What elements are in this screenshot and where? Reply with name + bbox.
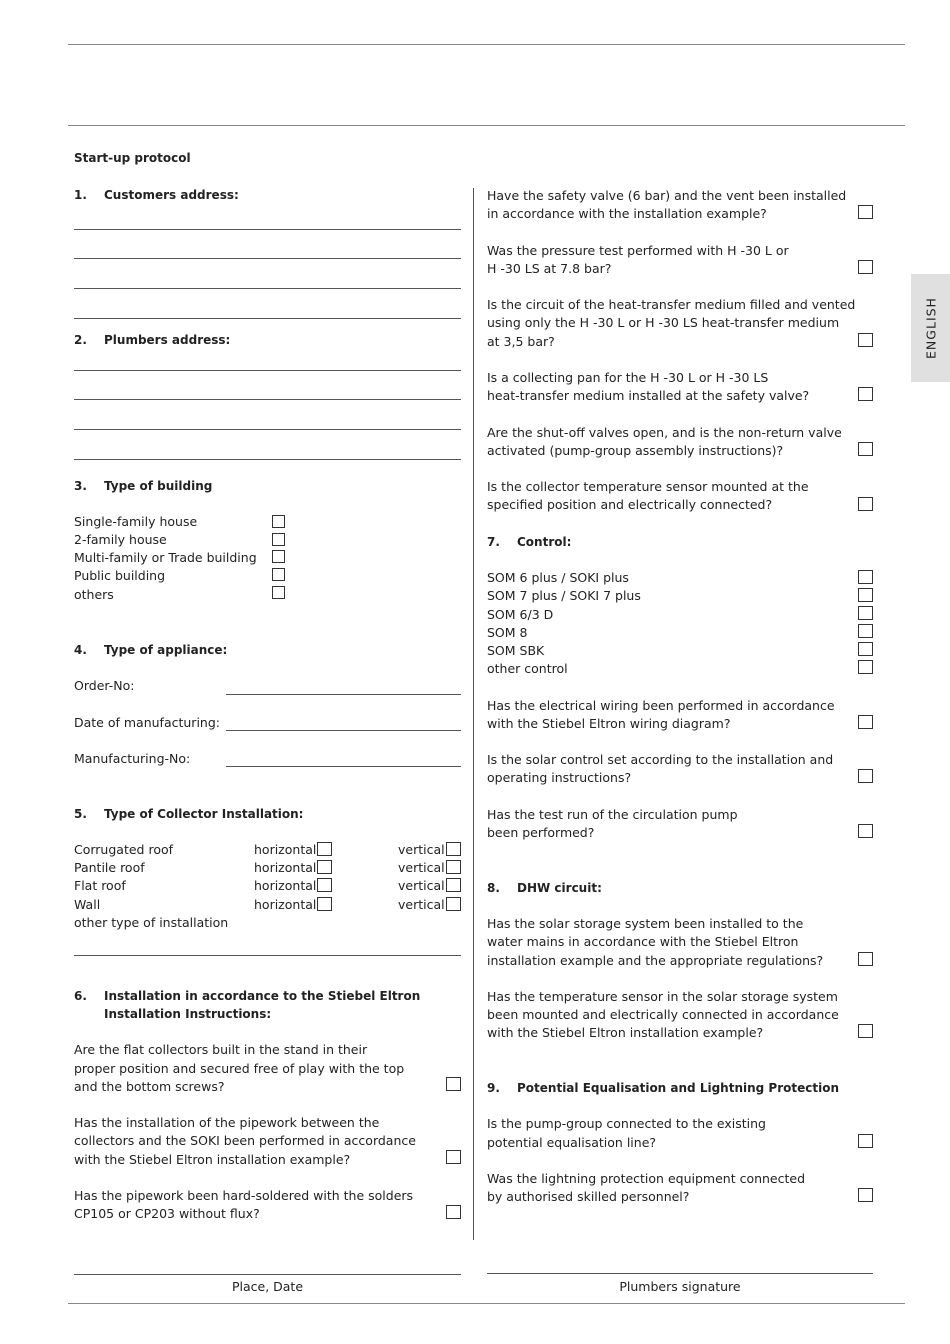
question-text: Are the shut-off valves open, and is the non-return valve [487,425,842,440]
place-date-field[interactable] [74,1274,461,1275]
question-text: Is the solar control set according to the installation and [487,752,834,767]
control-option-label: SOM SBK [487,643,545,658]
control-checkbox[interactable] [858,588,873,602]
horizontal-checkbox[interactable] [317,878,332,892]
plumber-address-line-3[interactable] [74,429,461,430]
building-checkbox[interactable] [272,586,285,599]
question-text: been performed? [487,825,595,840]
language-tab [911,274,950,382]
building-checkbox[interactable] [272,550,285,563]
bottom-rule [68,1303,905,1304]
question-text: heat-transfer medium installed at the safety valve? [487,388,810,403]
s6-number: 6. [74,989,87,1003]
roof-type-label: Flat roof [74,878,126,893]
s5-title: Type of Collector Installation: [104,807,304,821]
roof-type-label: Wall [74,897,101,912]
control-option-label: SOM 6 plus / SOKI plus [487,570,629,585]
place-date-label: Place, Date [231,1279,304,1294]
control-checkbox[interactable] [858,624,873,638]
building-checkbox[interactable] [272,568,285,581]
roof-type-label: Corrugated roof [74,842,174,857]
vertical-label: vertical [398,860,445,875]
control-checkbox[interactable] [858,570,873,584]
horizontal-checkbox[interactable] [317,897,332,911]
control-checkbox[interactable] [858,606,873,620]
question-checkbox[interactable] [858,260,873,274]
question-checkbox[interactable] [858,497,873,511]
vertical-label: vertical [398,842,445,857]
s8-number: 8. [487,881,500,895]
order-no-label: Order-No: [74,678,135,693]
question-text: Is a collecting pan for the H -30 L or H -30 LS [487,370,769,385]
s7-title: Control: [517,535,572,549]
s4-title: Type of appliance: [104,643,228,657]
s1-number: 1. [74,188,87,202]
roof-type-label: Pantile roof [74,860,145,875]
question-text: at 3,5 bar? [487,334,555,349]
s8-title: DHW circuit: [517,881,602,895]
question-text: Was the lightning protection equipment connected [487,1171,806,1186]
vertical-label: vertical [398,878,445,893]
question-checkbox[interactable] [858,442,873,456]
control-option-label: SOM 6/3 D [487,607,554,622]
header-rule [68,125,905,126]
building-option-label: Single-family house [74,514,198,529]
question-text: using only the H -30 L or H -30 LS heat-transfer medium [487,315,840,330]
question-text: activated (pump-group assembly instructions)? [487,443,784,458]
question-text: by authorised skilled personnel? [487,1189,690,1204]
language-tab-label: ENGLISH [923,297,938,359]
s2-number: 2. [74,333,87,347]
control-option-label: other control [487,661,568,676]
horizontal-label: horizontal [254,860,317,875]
control-option-label: SOM 8 [487,625,528,640]
question-checkbox[interactable] [446,1150,461,1164]
vertical-label: vertical [398,897,445,912]
control-checkbox[interactable] [858,642,873,656]
question-checkbox[interactable] [858,387,873,401]
s6-title-line1: Installation in accordance to the Stiebel Eltron [104,989,421,1003]
question-text: Has the temperature sensor in the solar storage system [487,989,838,1004]
horizontal-label: horizontal [254,878,317,893]
horizontal-checkbox[interactable] [317,842,332,856]
question-checkbox[interactable] [858,952,873,966]
question-text: with the Stiebel Eltron installation example? [487,1025,764,1040]
question-text: specified position and electrically connected? [487,497,773,512]
control-option-label: SOM 7 plus / SOKI 7 plus [487,588,641,603]
question-text: with the Stiebel Eltron wiring diagram? [487,716,731,731]
top-rule [68,44,905,45]
s1-title: Customers address: [104,188,239,202]
question-text: Is the collector temperature sensor mounted at the [487,479,809,494]
question-text: Is the circuit of the heat-transfer medium filled and vented [487,297,856,312]
question-text: and the bottom screws? [74,1079,225,1094]
question-text: Has the solar storage system been installed to the [487,916,804,931]
question-text: been mounted and electrically connected in accordance [487,1007,839,1022]
customer-address-line-1[interactable] [74,229,461,230]
horizontal-label: horizontal [254,842,317,857]
question-text: operating instructions? [487,770,632,785]
question-text: proper position and secured free of play with the top [74,1061,405,1076]
vertical-checkbox[interactable] [446,860,461,874]
other-installation-label: other type of installation [74,915,229,930]
question-text: Has the test run of the circulation pump [487,807,738,822]
s4-number: 4. [74,643,87,657]
question-text: collectors and the SOKI been performed in accordance [74,1133,416,1148]
question-checkbox[interactable] [858,769,873,783]
s5-number: 5. [74,807,87,821]
plumber-address-line-4[interactable] [74,459,461,460]
manufacturing-no-label: Manufacturing-No: [74,751,191,766]
building-option-label: Multi-family or Trade building [74,550,257,565]
s7-number: 7. [487,535,500,549]
question-text: H -30 LS at 7.8 bar? [487,261,612,276]
question-text: installation example and the appropriate regulations? [487,953,824,968]
question-text: Are the flat collectors built in the stand in their [74,1042,368,1057]
manufacture-date-label: Date of manufacturing: [74,715,220,730]
building-option-label: 2-family house [74,532,167,547]
s6-title-line2: Installation Instructions: [104,1007,272,1021]
building-checkbox[interactable] [272,515,285,528]
s3-title: Type of building [104,479,213,493]
question-text: with the Stiebel Eltron installation example? [74,1152,351,1167]
question-text: Has the electrical wiring been performed in accordance [487,698,835,713]
signature-field[interactable] [487,1273,873,1274]
customer-address-line-2[interactable] [74,258,461,259]
s3-number: 3. [74,479,87,493]
question-text: Was the pressure test performed with H -30 L or [487,243,789,258]
vertical-checkbox[interactable] [446,897,461,911]
plumber-address-line-2[interactable] [74,399,461,400]
building-option-label: Public building [74,568,166,583]
question-text: Has the pipework been hard-soldered with the solders [74,1188,414,1203]
vertical-checkbox[interactable] [446,878,461,892]
question-text: water mains in accordance with the Stiebel Eltron [487,934,799,949]
question-text: CP105 or CP203 without flux? [74,1206,260,1221]
customer-address-line-3[interactable] [74,288,461,289]
question-checkbox[interactable] [446,1205,461,1219]
vertical-checkbox[interactable] [446,842,461,856]
question-checkbox[interactable] [858,715,873,729]
question-checkbox[interactable] [858,1134,873,1148]
control-checkbox[interactable] [858,660,873,674]
order-no-field[interactable] [226,694,461,695]
building-option-label: others [74,587,114,602]
s9-title: Potential Equalisation and Lightning Protection [517,1081,839,1095]
horizontal-label: horizontal [254,897,317,912]
page-title: Start-up protocol [74,151,191,165]
building-checkbox[interactable] [272,533,285,546]
question-text: Has the installation of the pipework between the [74,1115,380,1130]
question-text: potential equalisation line? [487,1135,657,1150]
s9-number: 9. [487,1081,500,1095]
question-text: Is the pump-group connected to the existing [487,1116,766,1131]
horizontal-checkbox[interactable] [317,860,332,874]
column-divider [473,188,474,1240]
s2-title: Plumbers address: [104,333,231,347]
plumber-address-line-1[interactable] [74,370,461,371]
signature-label: Plumbers signature [619,1279,741,1294]
question-checkbox[interactable] [446,1077,461,1091]
other-installation-field[interactable] [74,955,461,956]
customer-address-line-4[interactable] [74,318,461,319]
question-text: in accordance with the installation example? [487,206,767,221]
question-checkbox[interactable] [858,1024,873,1038]
question-checkbox[interactable] [858,333,873,347]
manufacturing-no-field[interactable] [226,766,461,767]
question-checkbox[interactable] [858,824,873,838]
question-text: Have the safety valve (6 bar) and the vent been installed [487,188,847,203]
question-checkbox[interactable] [858,205,873,219]
question-checkbox[interactable] [858,1188,873,1202]
manufacture-date-field[interactable] [226,730,461,731]
